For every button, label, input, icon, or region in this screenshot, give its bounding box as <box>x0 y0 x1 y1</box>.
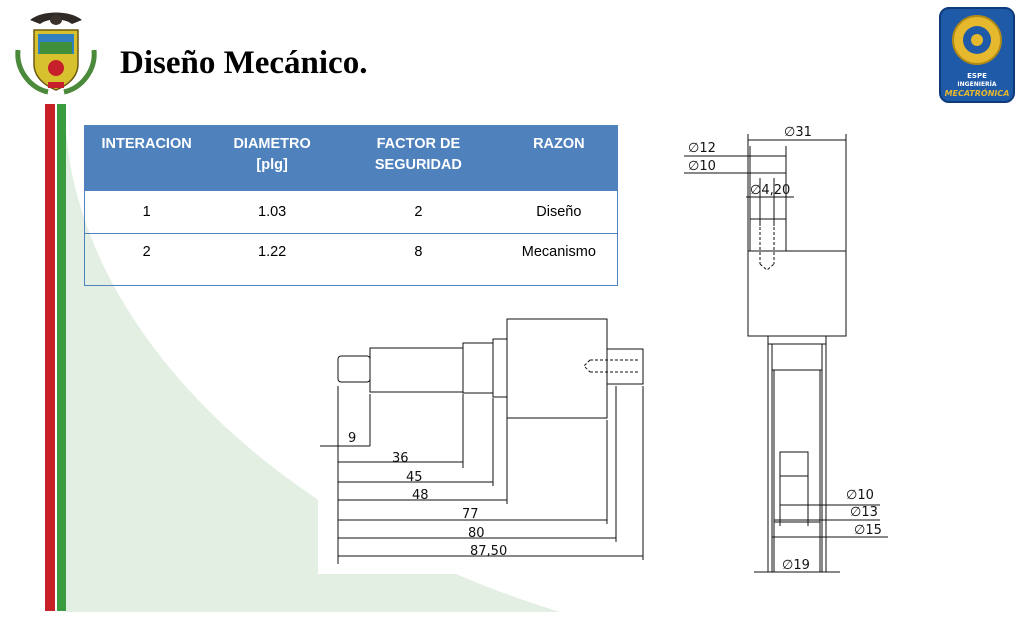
dim-d19: ∅19 <box>782 558 810 573</box>
logo-line-ingenieria: INGENIERÍA <box>957 81 997 88</box>
table-cell: 2 <box>85 234 209 286</box>
header-label: FACTOR DE SEGURIDAD <box>374 136 462 173</box>
table-row <box>85 191 618 234</box>
header-label: RAZON <box>533 136 585 152</box>
dim-d10-top: ∅10 <box>688 159 716 174</box>
table-cell: 1.03 <box>208 191 336 234</box>
green-stripe <box>57 104 66 611</box>
dim-d12: ∅12 <box>688 141 716 156</box>
logo-line-espe: ESPE <box>967 72 987 80</box>
dim-d31: ∅31 <box>784 125 812 140</box>
dim-d13: ∅13 <box>850 505 878 520</box>
dim-87-50: 87,50 <box>470 544 508 559</box>
espe-mecatronica-logo <box>938 6 1016 104</box>
header-label: INTERACION <box>101 136 192 152</box>
table-cell: 8 <box>336 234 501 286</box>
table-header-row <box>85 126 618 191</box>
horizontal-shaft-drawing <box>318 306 658 574</box>
dim-d10-bottom: ∅10 <box>846 488 874 503</box>
logo-line-mecatronica: MECATRÓNICA <box>944 89 1010 98</box>
dim-48: 48 <box>412 488 429 503</box>
dim-d4-20: ∅4,20 <box>750 183 791 198</box>
red-stripe <box>45 104 55 611</box>
dim-36: 36 <box>392 451 409 466</box>
table-row <box>85 234 618 286</box>
table-cell: 1.22 <box>208 234 336 286</box>
dim-d15: ∅15 <box>854 523 882 538</box>
table-cell: Diseño <box>501 191 618 234</box>
university-crest-logo <box>8 8 104 96</box>
design-iterations-table <box>84 125 618 286</box>
header-factor <box>336 126 501 191</box>
header-interacion <box>85 126 209 191</box>
dim-77: 77 <box>462 507 479 522</box>
table-cell: 2 <box>336 191 501 234</box>
table-cell: Mecanismo <box>501 234 618 286</box>
vertical-shaft-drawing <box>676 122 898 578</box>
page-title: Diseño Mecánico. <box>120 45 368 81</box>
header-diametro <box>208 126 336 191</box>
dim-80: 80 <box>468 526 485 541</box>
table-cell: 1 <box>85 191 209 234</box>
header-label: DIAMETRO [plg] <box>233 136 311 173</box>
dim-9: 9 <box>348 431 357 446</box>
header-razon <box>501 126 618 191</box>
dim-45: 45 <box>406 470 423 485</box>
